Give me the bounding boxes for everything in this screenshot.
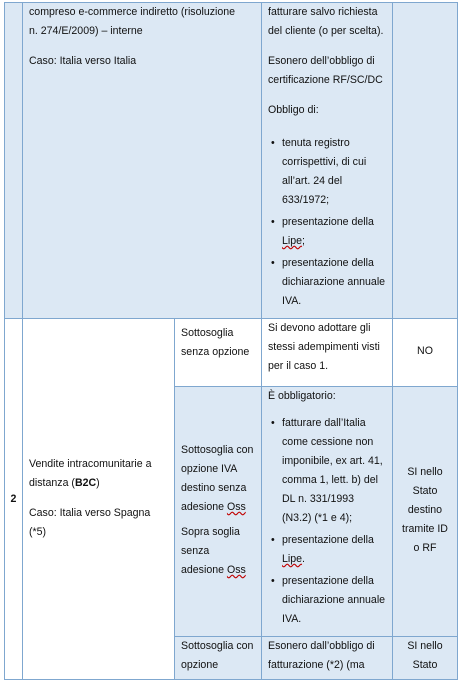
list-item — [271, 213, 386, 251]
row1-case: Caso: Italia verso Italia — [29, 55, 137, 67]
row1-obligations-line1: fatturare salvo richiesta — [268, 6, 378, 18]
row2c-text: Esonero dall’obbligo di fatturazione (*2) (ma — [268, 640, 375, 671]
bullet-icon: • — [271, 534, 275, 546]
spellcheck-word: Oss — [226, 501, 246, 513]
row1-exemption: Esonero dell’obbligo di certificazione RF/SC/DC — [268, 55, 383, 86]
row2-title — [29, 455, 168, 493]
list-item-text: fatturare dall’Italia come cessione non imponibile, ex art. 41, comma 1, lett. b) del DL n. 331/1993 (N3.2) (*1 e 4); — [282, 417, 383, 524]
row2c-answer-cell — [393, 637, 458, 680]
bullet-icon: • — [271, 417, 275, 429]
row1-obligations-cell — [262, 3, 393, 319]
list-item — [271, 254, 386, 311]
row2a-option: Sottosoglia senza opzione — [181, 327, 250, 358]
vat-obligations-table — [4, 2, 458, 680]
row2b-option2-text: Sopra soglia senza adesione — [181, 526, 240, 576]
spellcheck-word: Oss — [226, 564, 246, 576]
row1-obligation-heading: Obbligo di: — [268, 104, 319, 116]
list-item-text: presentazione della dichiarazione annuale IVA. — [282, 257, 386, 307]
row2c-option-cell — [175, 637, 262, 680]
row1-description-cell — [23, 3, 262, 319]
list-item-tail: . — [302, 553, 305, 565]
row2a-option-cell — [175, 319, 262, 387]
list-item-text: presentazione della — [282, 534, 374, 546]
bullet-icon: • — [271, 257, 275, 269]
row2b-obligation-list — [268, 414, 386, 629]
spellcheck-word: Lipe — [282, 235, 303, 247]
row2b-option2 — [181, 523, 255, 580]
row-number: 2 — [10, 492, 17, 505]
row2-case: Caso: Italia verso Spagna (*5) — [29, 506, 151, 538]
row2a-answer-cell — [393, 319, 458, 387]
row1-description-line2: n. 274/E/2009) – interne — [29, 25, 143, 37]
row2-title-b2c: B2C — [74, 476, 97, 489]
bullet-icon: • — [271, 137, 275, 149]
row2b-obligations-cell — [262, 387, 393, 637]
row2-title-text: Vendite intracomunitarie a distanza ( — [29, 457, 152, 489]
list-item-tail: ; — [302, 235, 305, 247]
row2b-intro: È obbligatorio: — [268, 390, 336, 402]
bullet-icon: • — [271, 216, 275, 228]
list-item-text: presentazione della dichiarazione annuale IVA. — [282, 575, 386, 625]
list-item — [271, 134, 386, 210]
bullet-icon: • — [271, 575, 275, 587]
list-item — [271, 414, 386, 528]
list-item-text: presentazione della — [282, 216, 374, 228]
row2c-obligations-cell — [262, 637, 393, 680]
table-row-1 — [5, 3, 458, 319]
row1-answer-cell — [393, 3, 458, 319]
row2c-answer: SI nello Stato — [407, 640, 443, 671]
row2a-text: Si devono adottare gli stessi adempimenti visti per il caso 1. — [268, 322, 380, 372]
row2b-option-cell — [175, 387, 262, 637]
table-row-2a — [5, 319, 458, 387]
spellcheck-word: Lipe — [282, 553, 303, 565]
list-item-text: tenuta registro corrispettivi, di cui all’art. 24 del 633/1972; — [282, 137, 367, 206]
row2a-obligations-cell — [262, 319, 393, 387]
row2c-option: Sottosoglia con opzione — [181, 640, 254, 671]
list-item — [271, 572, 386, 629]
row1-description-line1: compreso e-commerce indiretto (risoluzione — [29, 6, 236, 18]
row1-obligation-list — [268, 134, 386, 311]
row2-description-cell — [23, 319, 175, 680]
row2b-answer: SI nello Stato destino tramite ID o RF — [402, 466, 448, 554]
row1-number-cell — [5, 3, 23, 319]
row2-title-tail: ) — [96, 476, 100, 489]
row2b-option1 — [181, 441, 255, 517]
row1-obligations-line2: del cliente (o per scelta). — [268, 25, 384, 37]
row2b-option1-text: Sottosoglia con opzione IVA destino senza adesione — [181, 444, 254, 513]
row2a-answer: NO — [417, 345, 433, 357]
row2-number-cell — [5, 319, 23, 680]
list-item — [271, 531, 386, 569]
row2b-answer-cell — [393, 387, 458, 637]
